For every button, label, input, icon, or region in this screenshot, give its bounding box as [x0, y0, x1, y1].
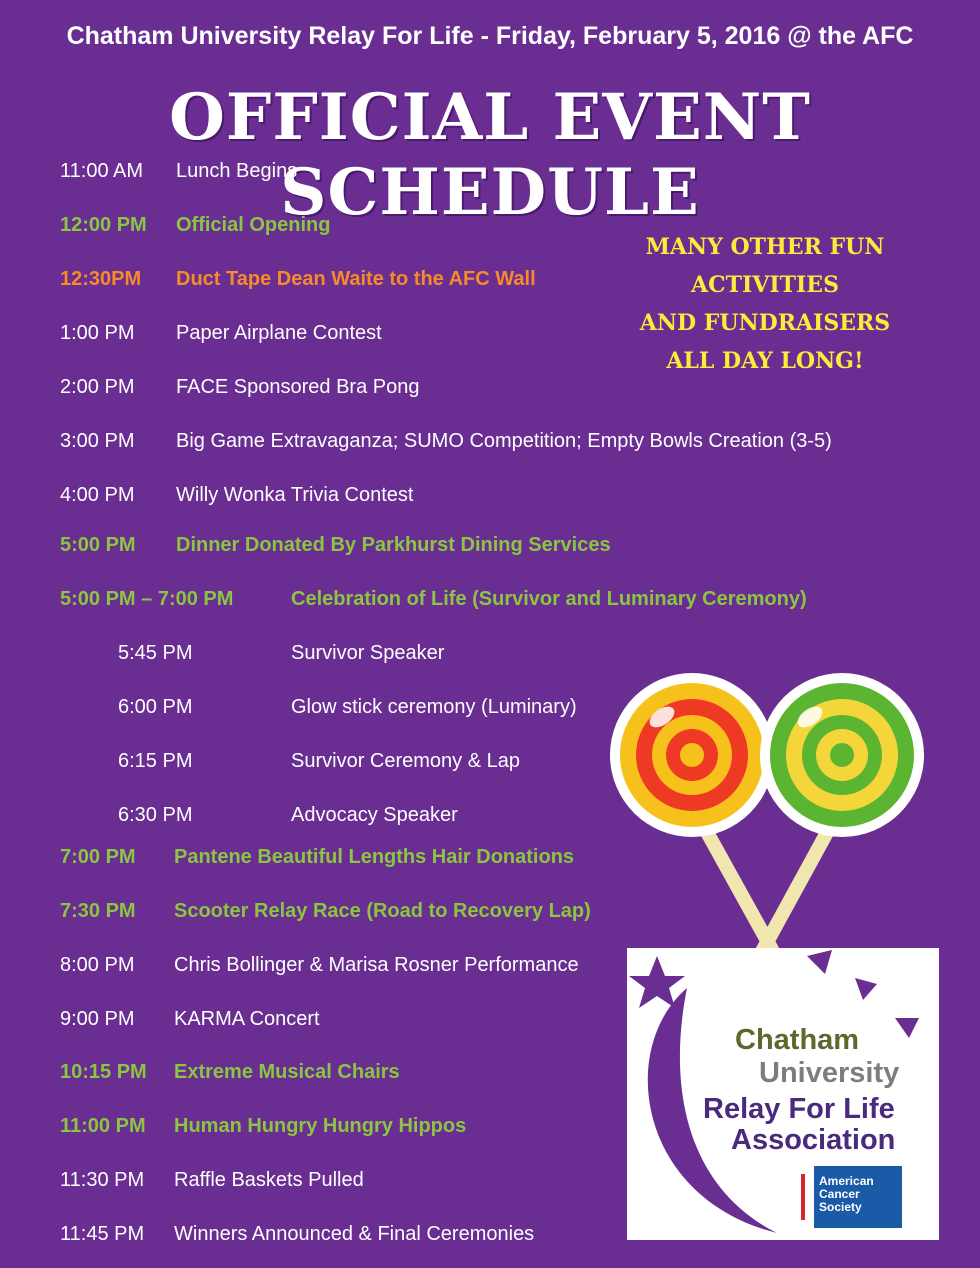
schedule-time: 6:00 PM — [118, 696, 193, 718]
fun-note-line: AND FUNDRAISERS — [639, 310, 891, 336]
fun-note-line: ALL DAY LONG! — [666, 348, 864, 374]
acs-line: Society — [819, 1200, 862, 1214]
logo-university: University — [759, 1057, 900, 1089]
schedule-event: Human Hungry Hungry Hippos — [174, 1115, 467, 1137]
acs-sword-icon — [792, 1166, 814, 1228]
schedule-row — [0, 484, 980, 514]
american-cancer-society-logo — [792, 1166, 902, 1228]
schedule-event: Willy Wonka Trivia Contest — [176, 484, 414, 506]
schedule-event: Raffle Baskets Pulled — [174, 1169, 364, 1191]
schedule-event: Celebration of Life (Survivor and Luminary Ceremony) — [291, 588, 807, 610]
schedule-event: Dinner Donated By Parkhurst Dining Services — [176, 534, 611, 556]
acs-line: Cancer — [819, 1187, 860, 1201]
schedule-time: 5:45 PM — [118, 642, 193, 664]
triangle-icon — [855, 978, 877, 1000]
schedule-time: 9:00 PM — [60, 1008, 135, 1030]
green-lollipop-icon — [760, 673, 924, 837]
schedule-time: 11:00 PM — [60, 1115, 146, 1137]
schedule-time: 7:30 PM — [60, 900, 136, 922]
schedule-time: 11:45 PM — [60, 1223, 145, 1245]
logo-relay-for-life: Relay For Life — [703, 1093, 895, 1125]
schedule-event: Lunch Begins — [176, 160, 298, 182]
schedule-time: 1:00 PM — [60, 322, 135, 344]
schedule-time: 2:00 PM — [60, 376, 135, 398]
schedule-event: Duct Tape Dean Waite to the AFC Wall — [176, 268, 536, 290]
schedule-time: 4:00 PM — [60, 484, 135, 506]
fun-activities-note — [590, 228, 940, 380]
schedule-time: 10:15 PM — [60, 1061, 147, 1083]
schedule-time: 12:30PM — [60, 268, 142, 290]
schedule-event: KARMA Concert — [174, 1008, 320, 1030]
schedule-time: 7:00 PM — [60, 846, 136, 868]
schedule-time: 5:00 PM – 7:00 PM — [60, 588, 234, 610]
schedule-event: Survivor Speaker — [291, 642, 445, 664]
lollipops-illustration — [610, 655, 970, 975]
schedule-time: 6:15 PM — [118, 750, 193, 772]
schedule-event: Official Opening — [176, 214, 331, 236]
event-header: Chatham University Relay For Life - Friday, February 5, 2016 @ the AFC — [66, 22, 914, 50]
schedule-time: 11:00 AM — [60, 160, 144, 182]
triangle-icon — [895, 1018, 919, 1038]
schedule-event: Chris Bollinger & Marisa Rosner Performance — [174, 954, 579, 976]
schedule-time: 5:00 PM — [60, 534, 136, 556]
logo-association: Association — [731, 1124, 896, 1156]
schedule-row — [0, 588, 980, 618]
schedule-row — [0, 160, 980, 190]
schedule-event: Extreme Musical Chairs — [174, 1061, 400, 1083]
schedule-event: Glow stick ceremony (Luminary) — [291, 696, 577, 718]
schedule-event: FACE Sponsored Bra Pong — [176, 376, 420, 398]
schedule-event: Survivor Ceremony & Lap — [291, 750, 520, 772]
triangle-icon — [807, 950, 832, 974]
schedule-row — [0, 376, 980, 406]
schedule-event: Scooter Relay Race (Road to Recovery Lap) — [174, 900, 591, 922]
schedule-event: Paper Airplane Contest — [176, 322, 382, 344]
schedule-row — [0, 534, 980, 564]
schedule-time: 6:30 PM — [118, 804, 193, 826]
schedule-event: Winners Announced & Final Ceremonies — [174, 1223, 535, 1245]
schedule-event: Pantene Beautiful Lengths Hair Donations — [174, 846, 575, 868]
red-lollipop-icon — [610, 673, 774, 837]
logo-chatham: Chatham — [735, 1024, 860, 1056]
schedule-time: 12:00 PM — [60, 214, 147, 236]
schedule-event: Big Game Extravaganza; SUMO Competition; Empty Bowls Creation (3-5) — [176, 430, 832, 452]
schedule-time: 11:30 PM — [60, 1169, 145, 1191]
page-title: OFFICIAL EVENT SCHEDULE — [169, 80, 811, 230]
schedule-event: Advocacy Speaker — [291, 804, 458, 826]
schedule-time: 8:00 PM — [60, 954, 135, 976]
schedule-row — [0, 430, 980, 460]
acs-line: American — [819, 1174, 874, 1188]
relay-for-life-logo — [627, 948, 939, 1240]
schedule-time: 3:00 PM — [60, 430, 135, 452]
fun-note-line: MANY OTHER FUN ACTIVITIES — [645, 234, 885, 298]
